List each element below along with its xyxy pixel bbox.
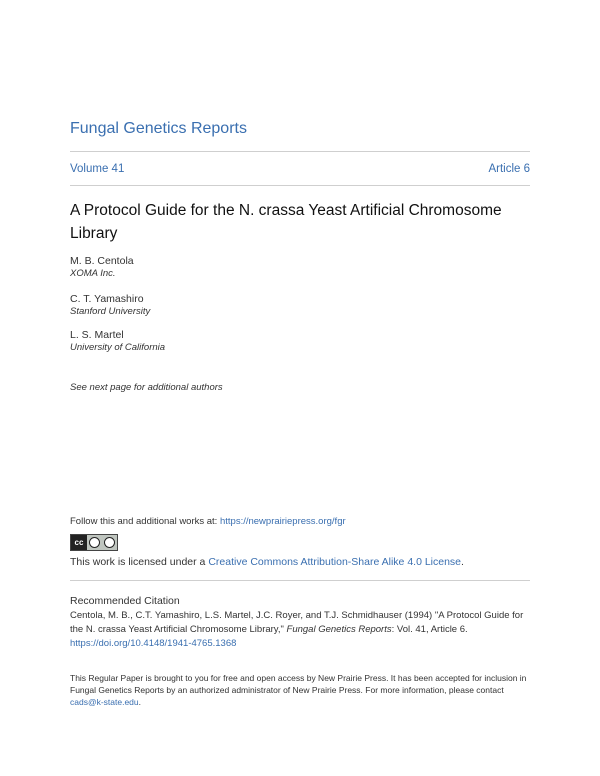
volume-link[interactable]: Volume 41 — [70, 163, 125, 175]
author-block — [70, 293, 150, 317]
author-affiliation: University of California — [70, 342, 166, 353]
by-icon — [89, 537, 100, 548]
creative-commons-icon[interactable] — [70, 534, 118, 551]
article-link[interactable]: Article 6 — [488, 163, 530, 175]
author-name: L. S. Martel — [70, 329, 124, 341]
divider — [70, 151, 530, 152]
see-next-note: See next page for additional authors — [70, 382, 223, 393]
author-affiliation: XOMA Inc. — [70, 268, 116, 279]
author-block — [70, 329, 165, 353]
citation-heading: Recommended Citation — [70, 595, 180, 607]
follow-line — [70, 516, 346, 527]
divider — [70, 185, 530, 186]
citation-part: : Vol. 41, Article 6. — [391, 624, 468, 635]
author-block — [70, 255, 134, 279]
license-suffix: . — [461, 556, 464, 568]
license-prefix: This work is licensed under a — [70, 556, 209, 568]
follow-text: Follow this and additional works at: — [70, 516, 220, 527]
author-name: C. T. Yamashiro — [70, 293, 144, 305]
by-sa-icon — [87, 537, 117, 548]
contact-email-link[interactable]: cads@k-state.edu — [70, 697, 139, 707]
footer-text: This Regular Paper is brought to you for free and open access by New Prairie Press. It has been accepted for inclusion in Fungal Genetics Reports by an authorized administrator of New Prairie Press. For more information, please contact — [70, 673, 527, 695]
cc-icon: cc — [71, 535, 87, 550]
footer-end: . — [138, 697, 142, 707]
citation-text — [70, 609, 532, 651]
divider — [70, 580, 530, 581]
follow-link[interactable]: https://newprairiepress.org/fgr — [219, 516, 346, 527]
paper-title: A Protocol Guide for the N. crassa Yeast Artificial Chromosome Library — [70, 202, 502, 242]
citation-doi-link[interactable]: https://doi.org/10.4148/1941-4765.1368 — [70, 638, 237, 649]
author-name: M. B. Centola — [70, 255, 134, 267]
journal-title-link[interactable]: Fungal Genetics Reports — [70, 120, 247, 137]
citation-part: Centola, M. B., C.T. Yamashiro, L.S. Martel, J.C. Royer, and T.J. Schmidhauser (1994) "A Protocol Guide for the N. crassa Yeast Artificial Chromosome Library," — [70, 610, 524, 635]
citation-journal: Fungal Genetics Reports — [286, 624, 392, 635]
footer-note — [70, 672, 532, 708]
license-link[interactable]: Creative Commons Attribution-Share Alike 4.0 License — [208, 556, 462, 568]
author-affiliation: Stanford University — [70, 306, 151, 317]
license-line — [70, 556, 464, 568]
sa-icon — [104, 537, 115, 548]
